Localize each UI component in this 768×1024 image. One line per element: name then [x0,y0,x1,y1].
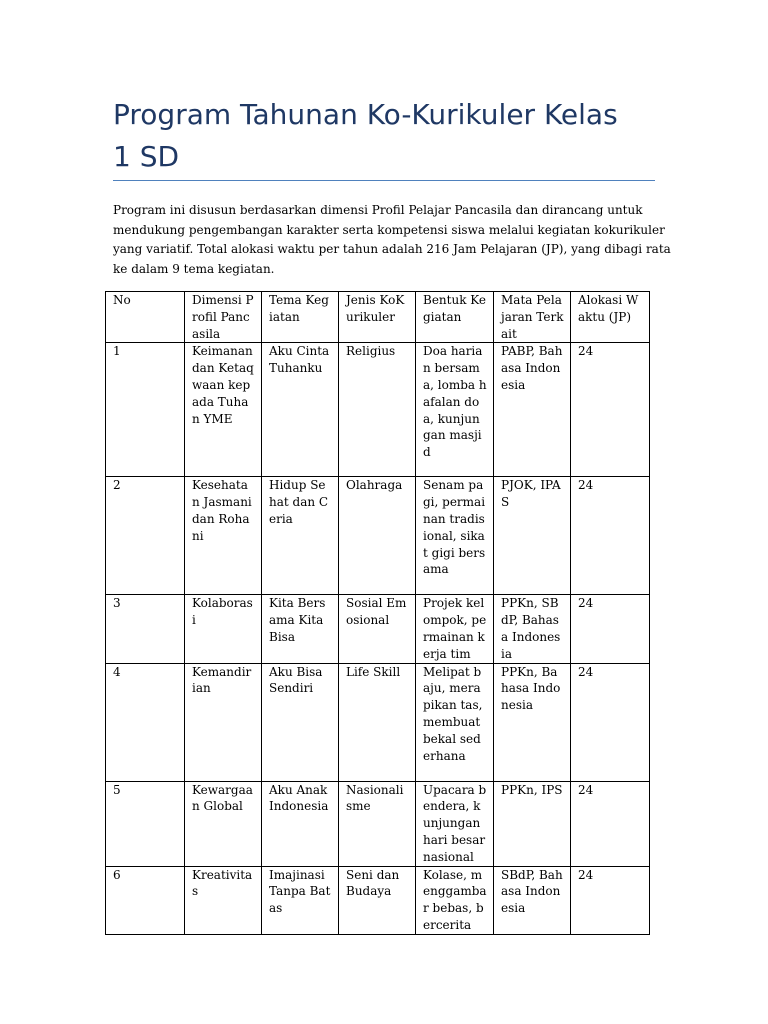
table-cell: 24 [571,781,650,866]
table-row [106,866,650,934]
table-cell: 24 [571,477,650,595]
table-cell: PPKn, IPS [494,781,571,866]
table-row [106,595,650,663]
table-cell: Hidup Sehat dan Ceria [262,477,339,595]
table-cell: Kolase, menggambar bebas, bercerita [416,866,494,934]
table-row [106,477,650,595]
table-cell: Imajinasi Tanpa Batas [262,866,339,934]
table-cell: 6 [106,866,185,934]
table-cell: Nasionalisme [339,781,416,866]
program-table [105,291,650,935]
intro-line: Program ini disusun berdasarkan dimensi Profil Pelajar Pancasila dan dirancang untuk [113,203,643,217]
table-cell: Religius [339,343,416,477]
table-cell: 4 [106,663,185,781]
table-cell: 24 [571,663,650,781]
table-cell: 24 [571,595,650,663]
table-cell: Kemandirian [185,663,262,781]
table-cell: PPKn, Bahasa Indonesia [494,663,571,781]
intro-paragraph [113,201,671,279]
table-cell: 2 [106,477,185,595]
table-cell: Kewargaan Global [185,781,262,866]
table-cell: 24 [571,343,650,477]
table-header-row [106,292,650,343]
table-cell: 3 [106,595,185,663]
table-cell: Doa harian bersama, lomba hafalan doa, kunjungan masjid [416,343,494,477]
table-cell: Kreativitas [185,866,262,934]
table-cell: 5 [106,781,185,866]
header-cell: Dimensi Profil Pancasila [185,292,262,343]
header-cell: Bentuk Kegiatan [416,292,494,343]
header-cell: Mata Pelajaran Terkait [494,292,571,343]
intro-line: mendukung pengembangan karakter serta kompetensi siswa melalui kegiatan kokurikuler [113,222,665,237]
document-title: Program Tahunan Ko-Kurikuler Kelas 1 SD [113,98,618,173]
table-row [106,781,650,866]
header-cell: No [106,292,185,343]
table-cell: Kita Bersama Kita Bisa [262,595,339,663]
table-cell: Kesehatan Jasmani dan Rohani [185,477,262,595]
table-cell: Upacara bendera, kunjungan hari besar nasional [416,781,494,866]
table-cell: Senam pagi, permainan tradisional, sikat gigi bersama [416,477,494,595]
intro-line: yang variatif. Total alokasi waktu per tahun adalah 216 Jam Pelajaran (JP), yang dibagi rata [113,242,671,256]
table-cell: PPKn, SBdP, Bahasa Indonesia [494,595,571,663]
table-cell: Life Skill [339,663,416,781]
table-cell: Projek kelompok, permainan kerja tim [416,595,494,663]
table-cell: Seni dan Budaya [339,866,416,934]
table-cell: Sosial Emosional [339,595,416,663]
table-cell: Keimanan dan Ketaqwaan kepada Tuhan YME [185,343,262,477]
table-cell: 24 [571,866,650,934]
intro-line: ke dalam 9 tema kegiatan. [113,261,275,276]
header-cell: Tema Kegiatan [262,292,339,343]
table-cell: Aku Anak Indonesia [262,781,339,866]
table-row [106,663,650,781]
table-cell: PABP, Bahasa Indonesia [494,343,571,477]
header-cell: Alokasi Waktu (JP) [571,292,650,343]
header-cell: Jenis KoKurikuler [339,292,416,343]
table-cell: Aku Cinta Tuhanku [262,343,339,477]
title-underline [113,180,655,181]
table-cell: Melipat baju, merapikan tas, membuat bekal sederhana [416,663,494,781]
table-cell: SBdP, Bahasa Indonesia [494,866,571,934]
table-cell: PJOK, IPAS [494,477,571,595]
table-cell: Kolaborasi [185,595,262,663]
table-cell: 1 [106,343,185,477]
table-cell: Aku Bisa Sendiri [262,663,339,781]
table-row [106,343,650,477]
table-cell: Olahraga [339,477,416,595]
